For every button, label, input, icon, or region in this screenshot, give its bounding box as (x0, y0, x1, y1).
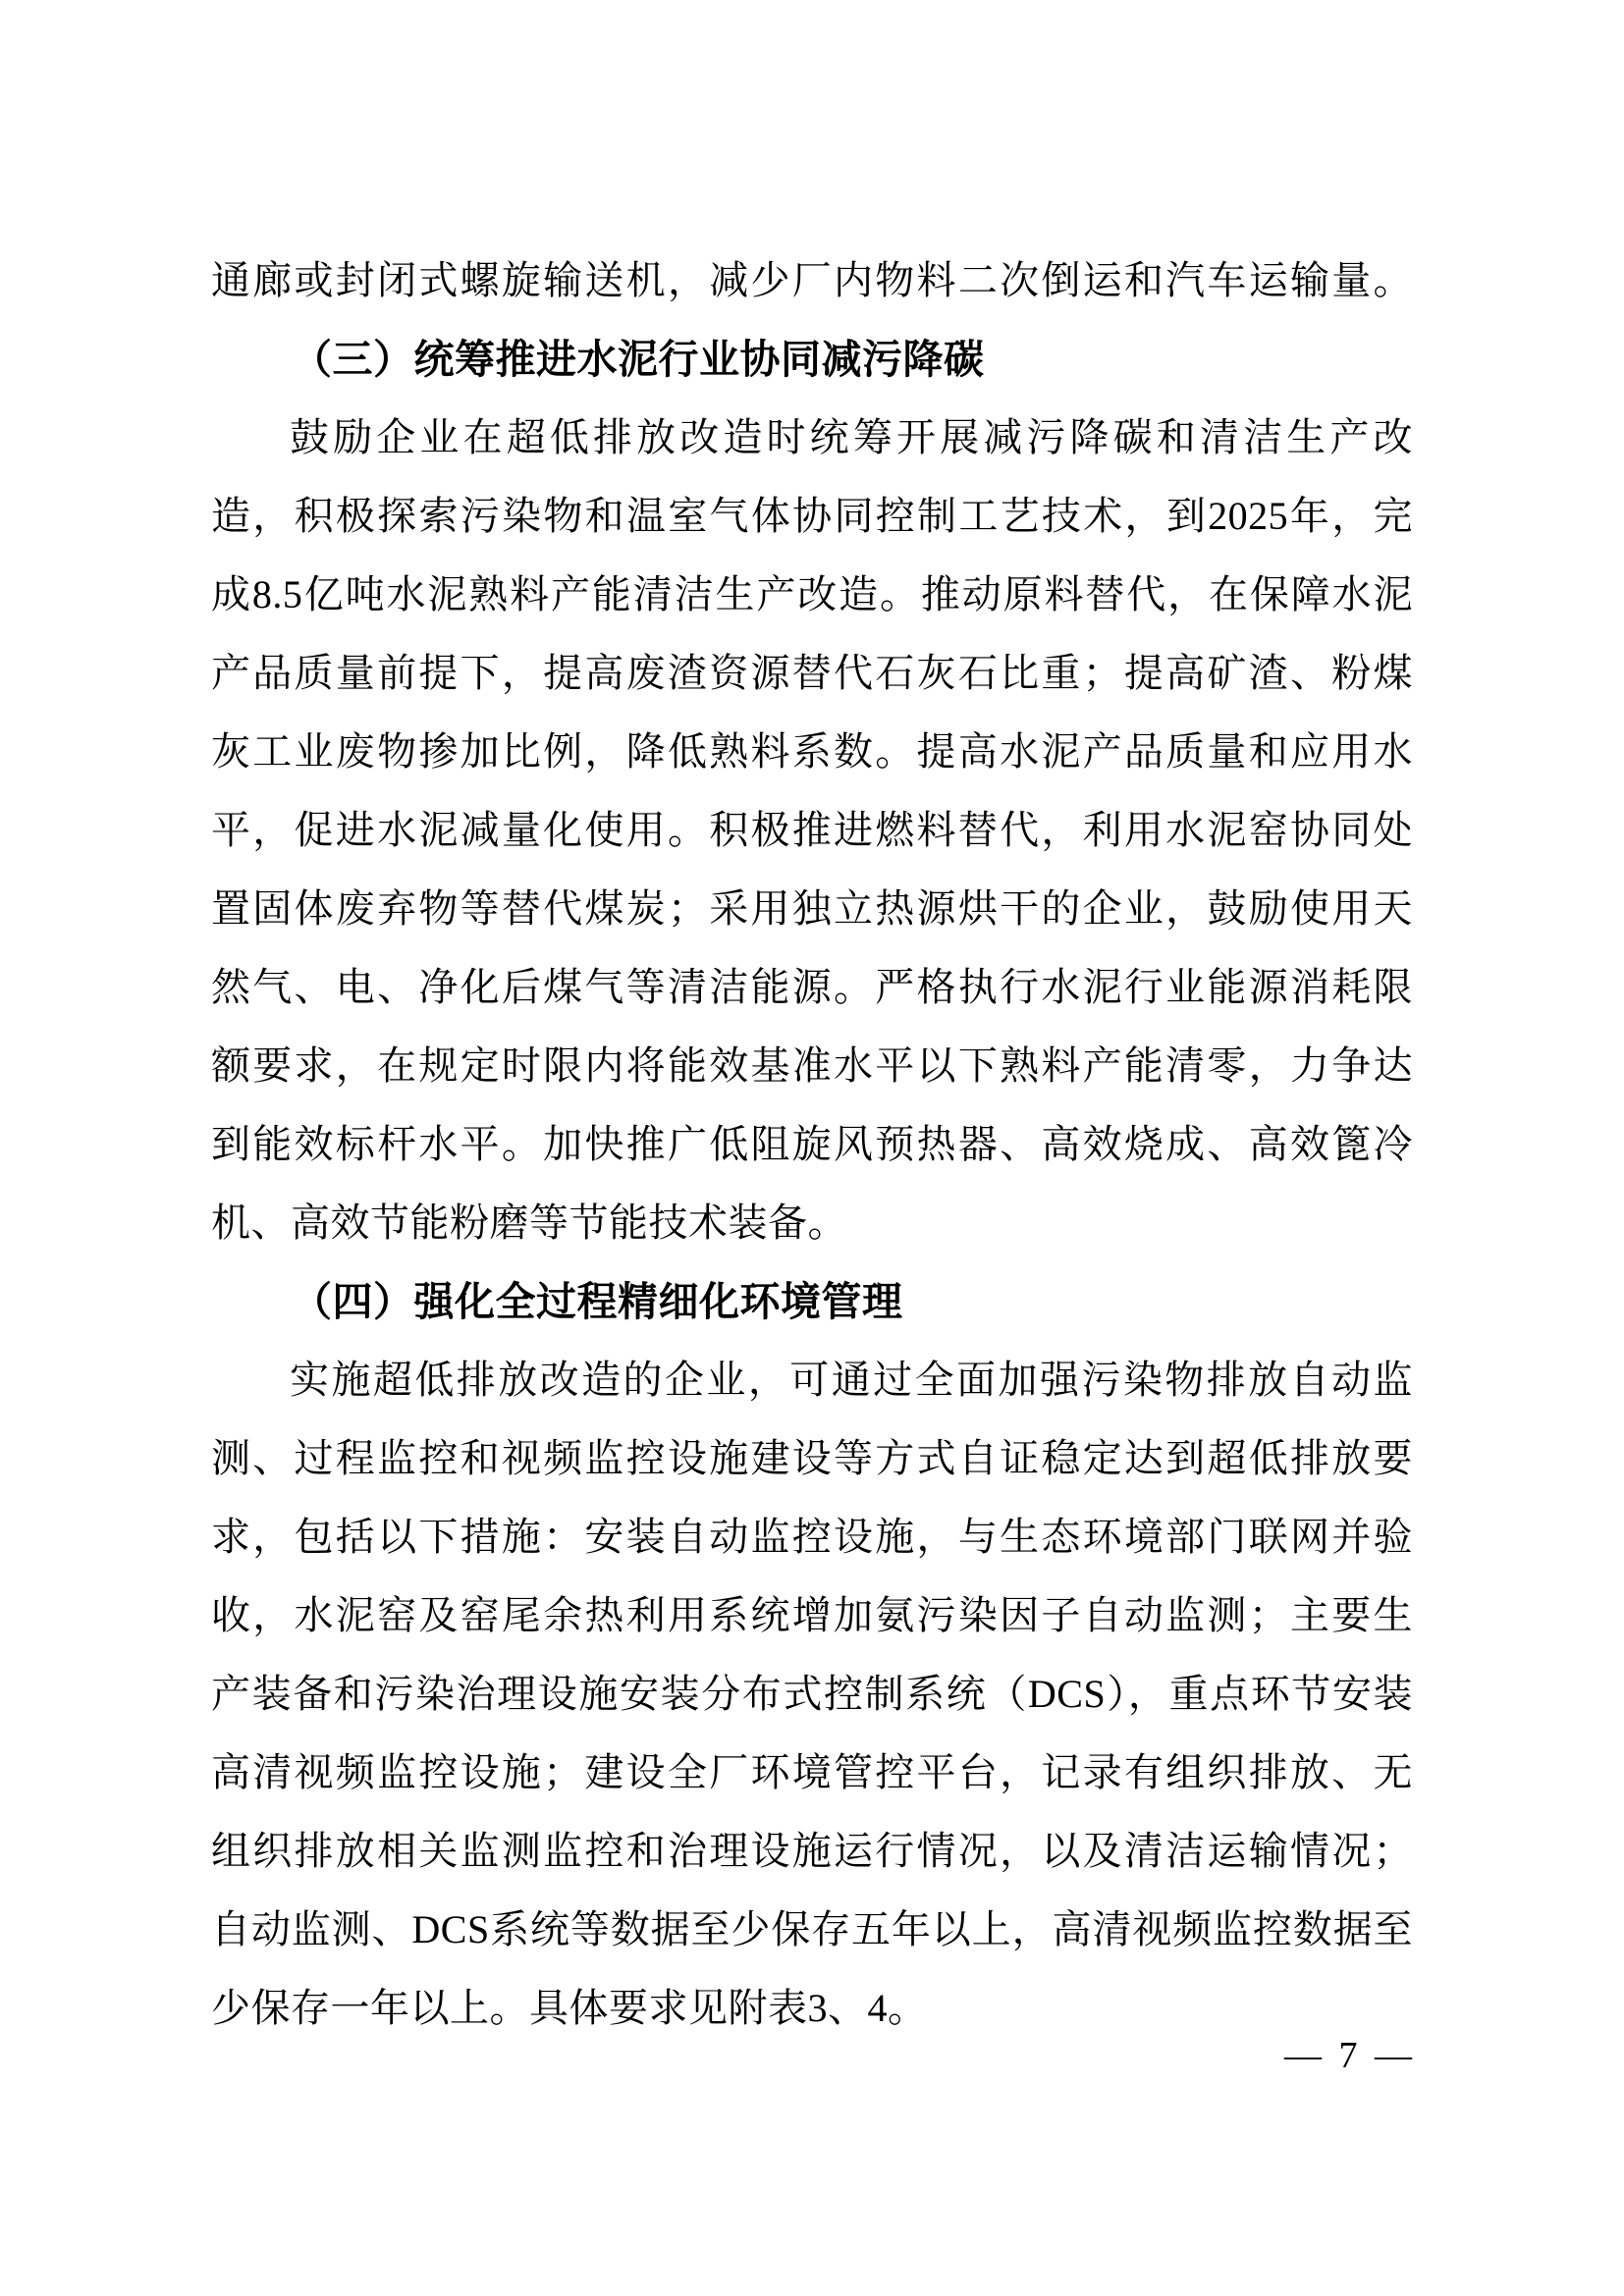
paragraph-line: 成8.5亿吨水泥熟料产能清洁生产改造。推动原料替代，在保障水泥 (211, 572, 1413, 616)
section-heading: （四）强化全过程精细化环境管理 (292, 1279, 903, 1324)
page-number: — 7 — (1284, 2035, 1416, 2076)
paragraph-line: 额要求，在规定时限内将能效基准水平以下熟料产能清零，力争达 (211, 1043, 1413, 1088)
paragraph-line: 平，促进水泥减量化使用。积极推进燃料替代，利用水泥窑协同处 (211, 808, 1413, 852)
paragraph-line: 自动监测、DCS系统等数据至少保存五年以上，高清视频监控数据至 (211, 1907, 1413, 1951)
paragraph-line: 少保存一年以上。具体要求见附表3、4。 (211, 1986, 928, 2030)
paragraph-line: 然气、电、净化后煤气等清洁能源。严格执行水泥行业能源消耗限 (211, 965, 1413, 1009)
paragraph-line: 产装备和污染治理设施安装分布式控制系统（DCS），重点环节安装 (211, 1672, 1413, 1716)
section-heading: （三）统筹推进水泥行业协同减污降碳 (292, 337, 985, 382)
paragraph-line: 机、高效节能粉磨等节能技术装备。 (211, 1201, 847, 1245)
paragraph-line: 组织排放相关监测监控和治理设施运行情况，以及清洁运输情况； (211, 1829, 1413, 1873)
paragraph-line: 造，积极探索污染物和温室气体协同控制工艺技术，到2025年，完 (211, 494, 1413, 538)
paragraph-line: 到能效标杆水平。加快推广低阻旋风预热器、高效烧成、高效篦冷 (211, 1122, 1413, 1166)
paragraph-line: 通廊或封闭式螺旋输送机，减少厂内物料二次倒运和汽车运输量。 (211, 258, 1413, 302)
paragraph-line: 高清视频监控设施；建设全厂环境管控平台，记录有组织排放、无 (211, 1750, 1413, 1794)
paragraph-line: 收，水泥窑及窑尾余热利用系统增加氨污染因子自动监测；主要生 (211, 1593, 1413, 1637)
paragraph-line: 产品质量前提下，提高废渣资源替代石灰石比重；提高矿渣、粉煤 (211, 651, 1413, 695)
paragraph-line: 求，包括以下措施：安装自动监控设施，与生态环境部门联网并验 (211, 1515, 1413, 1559)
paragraph-line: 置固体废弃物等替代煤炭；采用独立热源烘干的企业，鼓励使用天 (211, 886, 1413, 931)
paragraph-line: 鼓励企业在超低排放改造时统筹开展减污降碳和清洁生产改 (290, 415, 1413, 459)
paragraph-line: 灰工业废物掺加比例，降低熟料系数。提高水泥产品质量和应用水 (211, 729, 1413, 774)
paragraph-line: 实施超低排放改造的企业，可通过全面加强污染物排放自动监 (290, 1358, 1413, 1402)
document-body (211, 241, 1413, 2048)
paragraph-line: 测、过程监控和视频监控设施建设等方式自证稳定达到超低排放要 (211, 1436, 1413, 1480)
